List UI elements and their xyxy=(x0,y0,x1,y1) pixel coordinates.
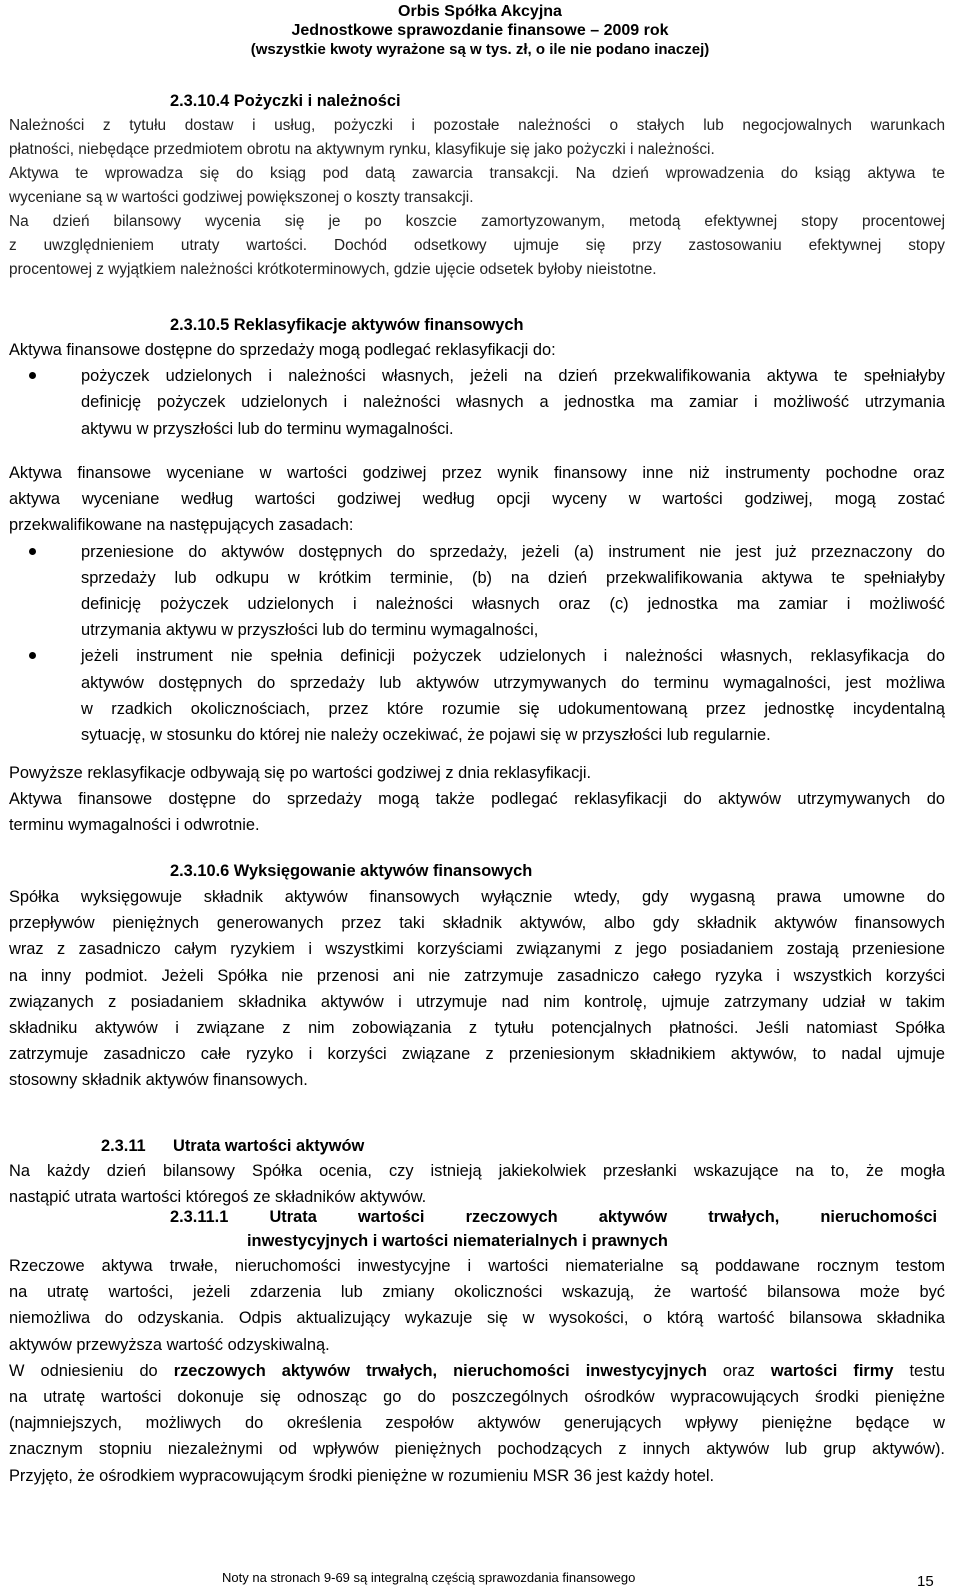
text-run: W odniesieniu do xyxy=(9,1361,174,1380)
list-item xyxy=(9,643,945,748)
section-title-derecognition: 2.3.10.6 Wyksięgowanie aktywów finansowych xyxy=(170,862,533,880)
text-line: na inny podmiot. Jeżeli Spółka nie przenosi ani nie zatrzymuje zasadniczo całego ryzyka i wszystkich korzyści xyxy=(9,966,945,985)
text-line: stosowny składnik aktywów finansowych. xyxy=(9,1071,308,1090)
section-body-derecognition xyxy=(9,884,945,1094)
section-body-loans xyxy=(9,114,945,282)
text-line: Rzeczowe aktywa trwałe, nieruchomości inwestycyjne i wartości niematerialne są poddawane rocznym testom xyxy=(9,1257,945,1275)
currency-note: (wszystkie kwoty wyrażone są w tys. zł, o ile nie podano inaczej) xyxy=(250,41,710,58)
text-line: związanych z posiadaniem składnika aktywów i utrzymuje nad nim kontrolę, ujmuje zatrzymany udział w takim xyxy=(9,992,945,1011)
text-line: w rzadkich okolicznościach, przez które rozumie się udokumentowaną przez jednostkę incydentalną xyxy=(81,699,945,718)
paragraph-reclassification-value xyxy=(9,760,945,839)
company-name: Orbis Spółka Akcyjna xyxy=(398,3,562,20)
bullet-list xyxy=(9,539,945,749)
section-body-impairment xyxy=(9,1158,945,1210)
text-line: definicję pożyczek udzielonych i należności własnych oraz (c) jednostka ma zamiar i możliwość xyxy=(81,595,945,614)
text-line: na utratę wartości, jeżeli zdarzenia lub zmiany okoliczności wskazują, że wartość bilansowa może być xyxy=(9,1283,945,1302)
text-line: terminu wymagalności i odwrotnie. xyxy=(9,816,260,835)
text-line: aktywa wyceniane według wartości godziwej według opcji wyceny w wartości godziwej, mogą zostać xyxy=(9,490,945,509)
text-run: oraz xyxy=(706,1361,771,1380)
text-line: sprzedaży lub odkupu w krótkim terminie, (b) na dzień przekwalifikowania aktywa te spełniałyby xyxy=(81,568,945,587)
list-item xyxy=(9,363,945,442)
text-line: Aktywa finansowe dostępne do sprzedaży mogą także podlegać reklasyfikacji do aktywów utrzymywanych do xyxy=(9,790,945,809)
bullet-list xyxy=(9,363,945,442)
text-line: płatności, niebędące przedmiotem obrotu na aktywnym rynku, klasyfikuje się jako pożyczki i należności. xyxy=(9,141,715,158)
paragraph-fvtpl xyxy=(9,460,945,748)
text-line: wraz z zasadniczo całym ryzykiem i wszystkimi korzyściami związanymi z jego posiadaniem zostają przeniesione xyxy=(9,940,945,959)
list-item xyxy=(9,539,945,644)
bold-run: wartości firmy xyxy=(770,1361,894,1380)
page-number: 15 xyxy=(917,1573,934,1590)
text-line: Na dzień bilansowy wycenia się je po koszcie zamortyzowanym, metodą efektywnej stopy procentowej xyxy=(9,213,945,230)
section-body-reclassification xyxy=(9,337,945,442)
text-line: aktywów dostępnych do sprzedaży lub aktywów utrzymywanych do terminu wymagalności, jest możliwa xyxy=(81,673,945,692)
bullet-icon xyxy=(29,548,36,555)
section-title-loans: 2.3.10.4 Pożyczki i należności xyxy=(170,92,401,110)
section-body-ppe-impairment xyxy=(9,1253,945,1489)
text-line: Aktywa te wprowadza się do ksiąg pod datą zawarcia transakcji. Na dzień wprowadzenia do ksiąg aktywa te xyxy=(9,165,945,182)
text-line: procentowej z wyjątkiem należności krótkoterminowych, gdzie ujęcie odsetek byłoby nieistotne. xyxy=(9,261,657,278)
text-line: wyceniane są w wartości godziwej powiększonej o koszty transakcji. xyxy=(9,189,474,206)
text-line-mixed xyxy=(9,1358,945,1384)
page-header xyxy=(0,2,960,59)
section-title-ppe-impairment-cont: inwestycyjnych i wartości niematerialnych i prawnych xyxy=(247,1232,668,1250)
text-line: z uwzględnieniem utraty wartości. Dochód odsetkowy ujmuje się przy zastosowaniu efektywnej stopy xyxy=(9,237,945,254)
text-line: definicję pożyczek udzielonych i należności własnych a jednostka ma zamiar i możliwość utrzymania xyxy=(81,393,945,412)
text-line: sytuację, w stosunku do której nie należy oczekiwać, że pojawi się w przyszłości lub regularnie. xyxy=(81,726,771,745)
bold-run: rzeczowych aktywów trwałych, nieruchomości inwestycyjnych xyxy=(173,1361,707,1380)
text-line: Powyższe reklasyfikacje odbywają się po wartości godziwej z dnia reklasyfikacji. xyxy=(9,764,592,782)
text-line: Aktywa finansowe wyceniane w wartości godziwej przez wynik finansowy inne niż instrumenty pochodne oraz xyxy=(9,464,945,482)
text-line: przeniesione do aktywów dostępnych do sprzedaży, jeżeli (a) instrument nie jest już przeznaczony do xyxy=(81,542,945,561)
text-line: niemożliwa do odzyskania. Odpis aktualizujący wykazuje się w wysokości, o którą wartość bilansowa składnika xyxy=(9,1309,945,1328)
text-line: Spółka wyksięgowuje składnik aktywów finansowych wyłącznie wtedy, gdy wygasną prawa umowne do xyxy=(9,888,945,906)
text-line: nastąpić utrata wartości któregoś ze składników aktywów. xyxy=(9,1188,427,1207)
text-line: (najmniejszych, możliwych do określenia zespołów aktywów generujących wpływy pieniężne będące w xyxy=(9,1414,945,1433)
section-title-reclassification: 2.3.10.5 Reklasyfikacje aktywów finansowych xyxy=(170,316,524,334)
section-number-impairment: 2.3.11 xyxy=(101,1137,146,1155)
section-title-impairment: Utrata wartości aktywów xyxy=(173,1137,365,1155)
text-line: przekwalifikowane na następujących zasadach: xyxy=(9,516,354,535)
text-line: składniku aktywów i związane z nim zobowiązania z tytułu potencjalnych płatności. Jeśli natomiast Spółka xyxy=(9,1019,945,1038)
text-line: aktywów przewyższa wartość odzyskiwalną. xyxy=(9,1335,330,1354)
text-line: pożyczek udzielonych i należności własnych, jeżeli na dzień przekwalifikowania aktywa te spełniałyby xyxy=(81,367,945,386)
footer-note: Noty na stronach 9-69 są integralną częścią sprawozdania finansowego xyxy=(222,1570,636,1585)
bullet-icon xyxy=(29,652,36,659)
text-run: testu xyxy=(893,1361,946,1380)
text-line: przepływów pieniężnych generowanych przez taki składnik aktywów, albo gdy składnik aktywów finansowych xyxy=(9,914,945,933)
text-line: Należności z tytułu dostaw i usług, pożyczki i pozostałe należności o stałych lub negocjowalnych warunkach xyxy=(9,117,945,134)
text-line: Aktywa finansowe dostępne do sprzedaży mogą podlegać reklasyfikacji do: xyxy=(9,341,556,359)
text-line: jeżeli instrument nie spełnia definicji pożyczek udzielonych i należności własnych, reklasyfikacja do xyxy=(81,647,945,666)
text-line: na utratę wartości dokonuje się odnosząc go do poszczególnych ośrodków wypracowujących środki pieniężne xyxy=(9,1388,945,1407)
bullet-icon xyxy=(29,372,36,379)
report-title: Jednostkowe sprawozdanie finansowe – 2009 rok xyxy=(291,22,669,39)
text-line: Na każdy dzień bilansowy Spółka ocenia, czy istnieją jakiekolwiek przesłanki wskazujące na to, że mogła xyxy=(9,1162,945,1180)
text-line: Przyjęto, że ośrodkiem wypracowującym środki pieniężne w rozumieniu MSR 36 jest każdy hotel. xyxy=(9,1466,715,1485)
text-line: znacznym stopniu niezależnymi od wpływów pieniężnych pochodzących z innych aktywów lub grup aktywów). xyxy=(9,1440,945,1459)
text-line: aktywu w przyszłości lub do terminu wymagalności. xyxy=(81,419,454,438)
text-line: utrzymania aktywu w przyszłości lub do terminu wymagalności, xyxy=(81,621,539,640)
section-title-ppe-impairment: 2.3.11.1 Utrata wartości rzeczowych aktywów trwałych, nieruchomości xyxy=(170,1208,937,1226)
text-line: zatrzymuje zasadniczo całe ryzyko i korzyści związane z przeniesionym składnikiem aktywów, to nadal ujmuje xyxy=(9,1045,945,1064)
